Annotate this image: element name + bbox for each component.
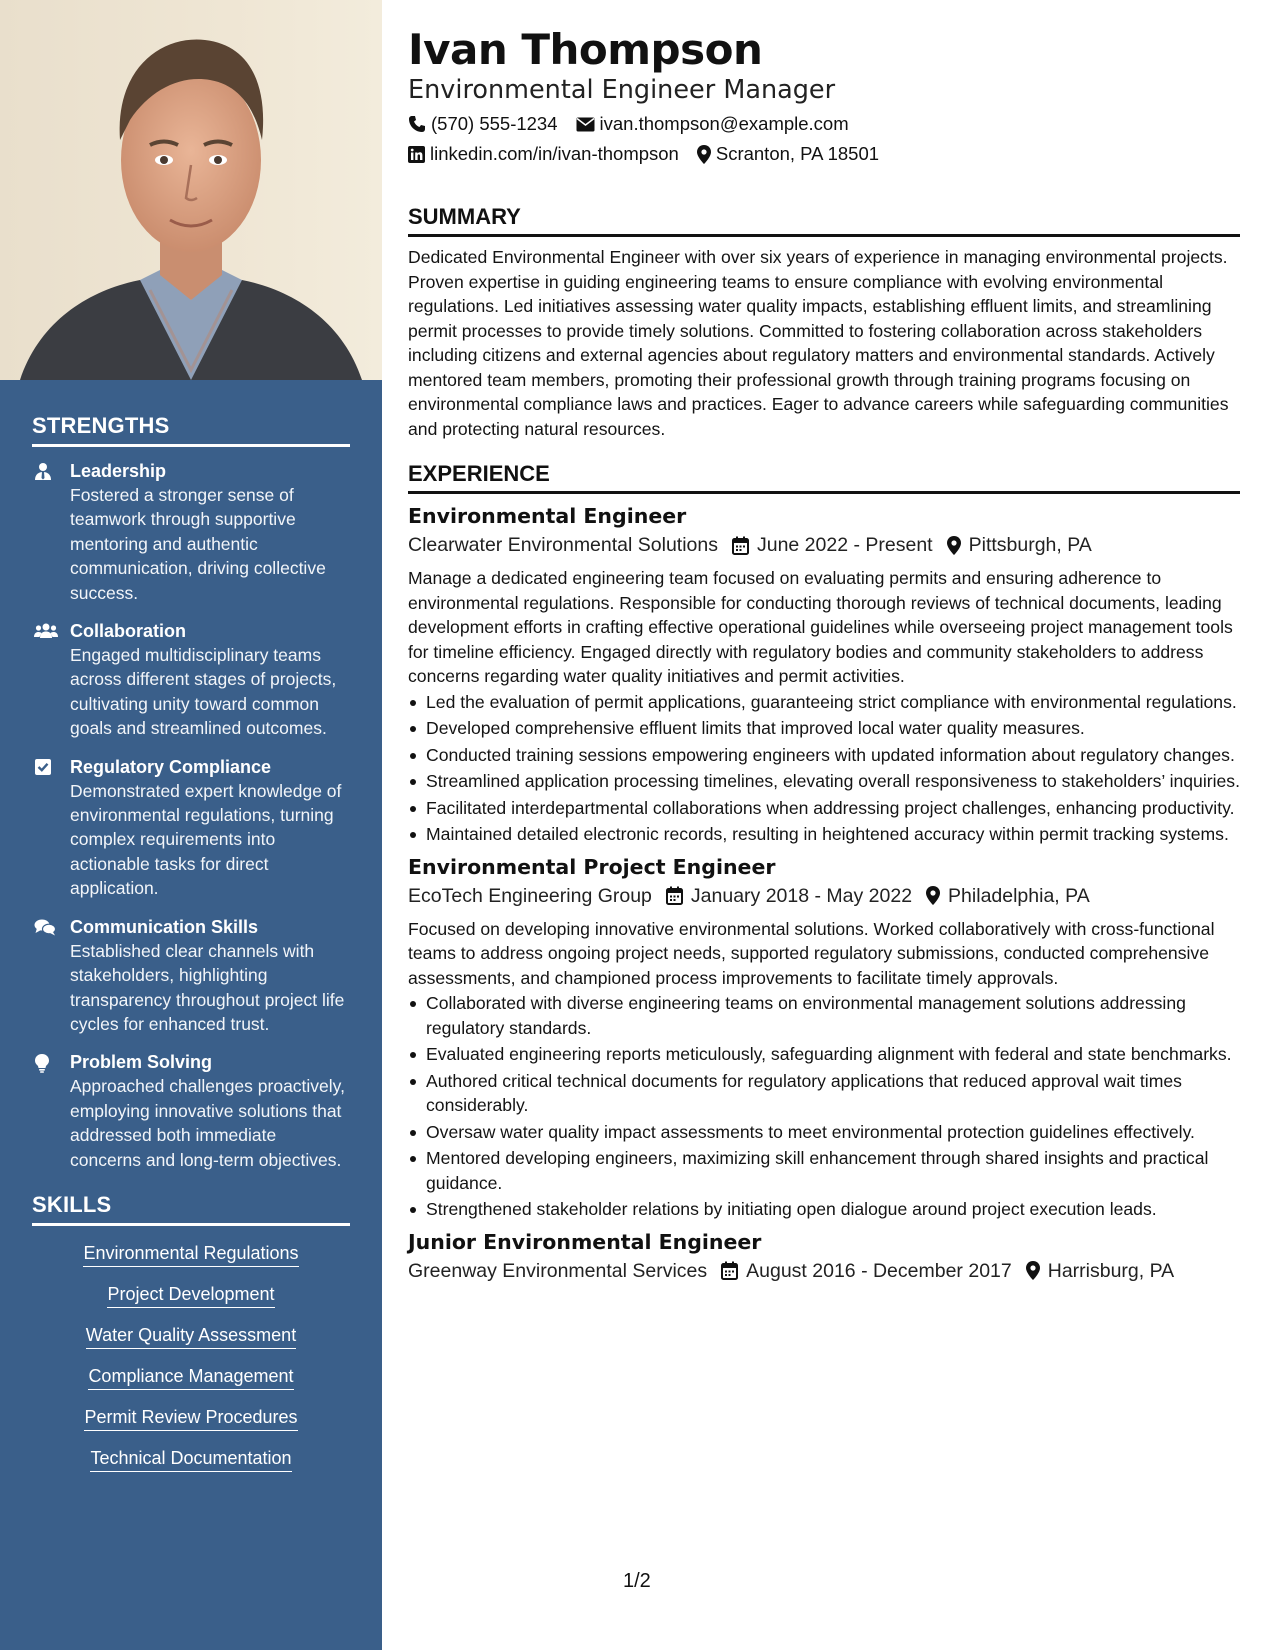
bullet-item: Streamlined application processing timelines, elevating overall responsiveness to stakeholders’ inquiries. bbox=[408, 769, 1240, 794]
location-text: Scranton, PA 18501 bbox=[715, 143, 880, 164]
calendar-icon bbox=[732, 536, 749, 555]
job-meta bbox=[408, 531, 1240, 559]
user-tie-icon bbox=[32, 459, 70, 605]
strength-title: Collaboration bbox=[70, 621, 186, 642]
job-location-text: Harrisburg, PA bbox=[1047, 1259, 1175, 1282]
calendar-icon bbox=[721, 1261, 738, 1280]
job-title: Junior Environmental Engineer bbox=[408, 1229, 762, 1254]
phone-text: (570) 555-1234 bbox=[431, 113, 558, 134]
job-title: Environmental Project Engineer bbox=[408, 854, 776, 879]
comments-icon bbox=[32, 915, 70, 1037]
job-entry bbox=[408, 853, 1240, 1222]
job-dates bbox=[666, 882, 912, 910]
job-location bbox=[926, 882, 1090, 910]
envelope-icon bbox=[576, 117, 595, 132]
sidebar-content bbox=[32, 413, 350, 1482]
skill-item: Compliance Management bbox=[88, 1363, 293, 1390]
job-entry bbox=[408, 1228, 1240, 1285]
strength-item bbox=[32, 619, 350, 741]
check-square-icon bbox=[32, 755, 70, 901]
strength-item bbox=[32, 755, 350, 901]
strength-item bbox=[32, 1050, 350, 1172]
candidate-name: Ivan Thompson bbox=[408, 25, 763, 74]
strength-item bbox=[32, 459, 350, 605]
job-location bbox=[947, 531, 1092, 559]
company-name: Clearwater Environmental Solutions bbox=[408, 534, 718, 556]
job-dates-text: January 2018 - May 2022 bbox=[690, 884, 913, 907]
job-meta bbox=[408, 1257, 1240, 1285]
phone-contact[interactable] bbox=[408, 112, 558, 136]
page-number: 1/2 bbox=[623, 1570, 651, 1592]
strength-description: Approached challenges proactively, employing innovative solutions that addressed both immediate concerns and long-term objectives. bbox=[70, 1076, 345, 1170]
job-bullets bbox=[408, 991, 1240, 1222]
contact-row-1 bbox=[408, 112, 1240, 136]
map-pin-icon bbox=[947, 536, 961, 555]
skill-item: Water Quality Assessment bbox=[86, 1322, 296, 1349]
company-name: EcoTech Engineering Group bbox=[408, 884, 652, 907]
linkedin-contact[interactable] bbox=[408, 142, 679, 166]
bullet-item: Facilitated interdepartmental collaborations when addressing project challenges, enhancing productivity. bbox=[408, 796, 1240, 821]
bullet-item: Maintained detailed electronic records, resulting in heightened accuracy within permit tracking systems. bbox=[408, 822, 1240, 847]
strength-description: Demonstrated expert knowledge of environmental regulations, turning complex requirements into actionable tasks for direct application. bbox=[70, 780, 342, 899]
bullet-item: Collaborated with diverse engineering teams on environmental management solutions addressing regulatory standards. bbox=[408, 991, 1240, 1040]
bullet-item: Authored critical technical documents for regulatory applications that reduced approval wait times considerably. bbox=[408, 1069, 1240, 1118]
job-title: Environmental Engineer bbox=[408, 504, 687, 528]
skills-list bbox=[32, 1236, 350, 1482]
strength-description: Engaged multidisciplinary teams across different stages of projects, cultivating unity toward common goals and streamlined outcomes. bbox=[70, 645, 337, 739]
bullet-item: Led the evaluation of permit applications, guaranteeing strict compliance with environmental regulations. bbox=[408, 690, 1240, 715]
job-bullets bbox=[408, 690, 1240, 847]
job-dates bbox=[732, 531, 933, 559]
lightbulb-icon bbox=[32, 1050, 70, 1172]
bullet-item: Developed comprehensive effluent limits that improved local water quality measures. bbox=[408, 716, 1240, 741]
experience-heading: EXPERIENCE bbox=[408, 461, 1240, 494]
linkedin-text: linkedin.com/in/ivan-thompson bbox=[430, 143, 679, 164]
skill-item: Technical Documentation bbox=[90, 1445, 291, 1472]
bullet-item: Oversaw water quality impact assessments to meet environmental protection guidelines effectively. bbox=[408, 1120, 1240, 1145]
profile-photo bbox=[0, 0, 382, 380]
job-description: Focused on developing innovative environmental solutions. Worked collaboratively with cross-functional teams to address ongoing project needs, supported regulatory submissions, conducted comprehensive assessments, and championed process improvements to facilitate timely approvals. bbox=[408, 918, 1215, 988]
skill-item: Project Development bbox=[107, 1281, 274, 1308]
strength-item bbox=[32, 915, 350, 1037]
job-location-text: Philadelphia, PA bbox=[948, 884, 1090, 907]
contact-row-2 bbox=[408, 142, 1240, 166]
job-dates bbox=[721, 1257, 1012, 1285]
skill-item: Environmental Regulations bbox=[83, 1240, 298, 1267]
map-pin-icon bbox=[1026, 1261, 1040, 1280]
job-location bbox=[1026, 1257, 1174, 1285]
main-content bbox=[408, 0, 1240, 1292]
summary-heading: SUMMARY bbox=[408, 204, 1240, 237]
job-dates-text: August 2016 - December 2017 bbox=[746, 1259, 1012, 1282]
job-headline: Environmental Engineer Manager bbox=[408, 75, 836, 105]
job-location-text: Pittsburgh, PA bbox=[968, 534, 1092, 556]
skills-heading: SKILLS bbox=[32, 1192, 350, 1226]
map-pin-icon bbox=[926, 886, 940, 905]
bullet-item: Evaluated engineering reports meticulously, safeguarding alignment with federal and state benchmarks. bbox=[408, 1042, 1240, 1067]
strengths-heading: STRENGTHS bbox=[32, 413, 350, 447]
bullet-item: Conducted training sessions empowering engineers with updated information about regulatory changes. bbox=[408, 743, 1240, 768]
strength-title: Regulatory Compliance bbox=[70, 756, 272, 777]
strength-title: Communication Skills bbox=[70, 916, 259, 937]
bullet-item: Strengthened stakeholder relations by initiating open dialogue around project execution leads. bbox=[408, 1197, 1240, 1222]
email-contact[interactable] bbox=[576, 112, 849, 136]
job-entry bbox=[408, 502, 1240, 847]
skill-item: Permit Review Procedures bbox=[84, 1404, 297, 1431]
portrait-image bbox=[0, 0, 382, 380]
summary-text: Dedicated Environmental Engineer with over six years of experience in managing environmental projects. Proven expertise in guiding engineering teams to ensure compliance with evolving environmental regulations. Led initiatives assessing water quality impacts, establishing effluent limits, and streamlining permit processes to provide timely solutions. Committed to fostering collaboration across stakeholders including citizens and external agencies about regulatory matters and environmental standards. Actively mentored team members, promoting their professional growth through training programs focusing on environmental compliance laws and practices. Eager to advance careers while safeguarding communities and protecting natural resources. bbox=[408, 247, 1229, 439]
strength-title: Leadership bbox=[70, 461, 167, 481]
bullet-item: Mentored developing engineers, maximizing skill enhancement through shared insights and practical guidance. bbox=[408, 1146, 1240, 1195]
job-meta bbox=[408, 882, 1240, 910]
strength-title: Problem Solving bbox=[70, 1052, 213, 1073]
job-dates-text: June 2022 - Present bbox=[756, 534, 933, 556]
strength-description: Established clear channels with stakeholders, highlighting transparency throughout project life cycles for enhanced trust. bbox=[70, 940, 345, 1034]
users-icon bbox=[32, 619, 70, 741]
email-text: ivan.thompson@example.com bbox=[599, 113, 849, 134]
strength-description: Fostered a stronger sense of teamwork through supportive mentoring and authentic communication, driving collective success. bbox=[70, 485, 326, 603]
location-contact bbox=[697, 142, 879, 166]
calendar-icon bbox=[666, 886, 683, 905]
phone-icon bbox=[408, 115, 426, 133]
sidebar bbox=[0, 0, 382, 1650]
linkedin-icon bbox=[408, 146, 425, 163]
job-description: Manage a dedicated engineering team focused on evaluating permits and ensuring adherence to environmental regulations. Responsible for conducting thorough reviews of technical documents, leading development efforts in crafting effective operational guidelines while overseeing project management tools for timeline efficiency. Engaged directly with regulatory bodies and community stakeholders to address concerns regarding water quality initiatives and permit activities. bbox=[408, 568, 1233, 686]
company-name: Greenway Environmental Services bbox=[408, 1259, 708, 1282]
map-pin-icon bbox=[697, 145, 711, 164]
